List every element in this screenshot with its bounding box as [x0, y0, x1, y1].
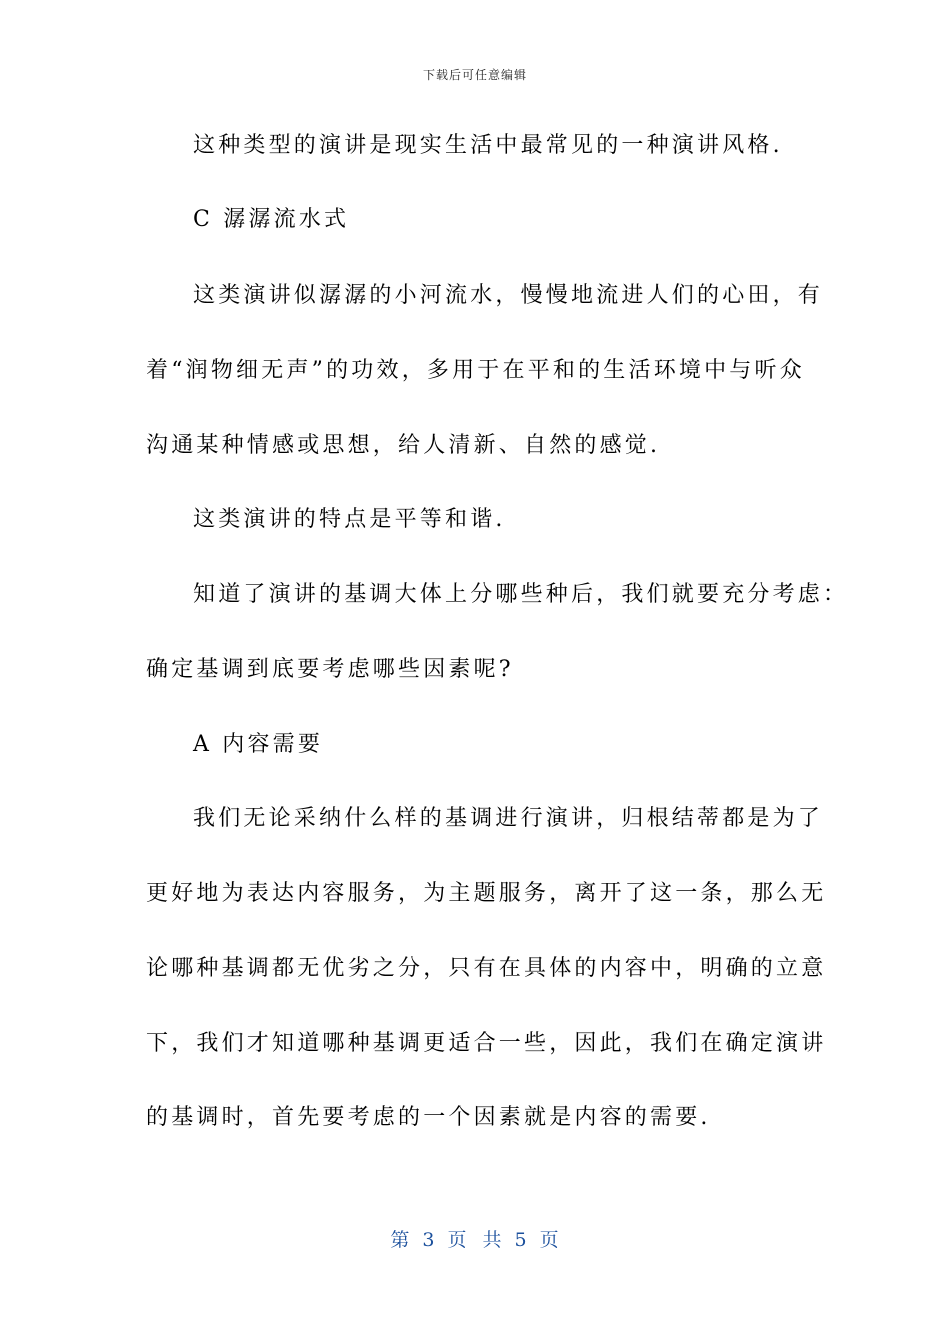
footer-mid: 页 共: [447, 1229, 503, 1251]
footer-prefix: 第: [390, 1229, 411, 1251]
paragraph-line: 更好地为表达内容服务，为主题服务，离开了这一条，那么无: [146, 881, 827, 906]
page-footer: [0, 1225, 950, 1252]
paragraph-line: 这种类型的演讲是现实生活中最常见的一种演讲风格.: [193, 133, 783, 158]
paragraph-line: 论哪种基调都无优劣之分，只有在具体的内容中，明确的立意: [146, 956, 827, 981]
paragraph-line: 这类演讲的特点是平等和谐.: [193, 507, 506, 532]
paragraph-line: 知道了演讲的基调大体上分哪些种后，我们就要充分考虑：: [193, 582, 849, 607]
section-heading: A 内容需要: [193, 732, 324, 757]
paragraph-line: 这类演讲似潺潺的小河流水，慢慢地流进人们的心田，有: [193, 283, 824, 308]
section-heading: C 潺潺流水式: [193, 207, 350, 232]
paragraph-line: 下，我们才知道哪种基调更适合一些，因此，我们在确定演讲: [146, 1031, 827, 1056]
total-pages-number: 5: [514, 1229, 528, 1251]
paragraph-line: 我们无论采纳什么样的基调进行演讲，归根结蒂都是为了: [193, 806, 824, 831]
paragraph-line: 沟通某种情感或思想，给人清新、自然的感觉.: [146, 433, 661, 458]
current-page-number: 3: [422, 1229, 436, 1251]
footer-suffix: 页: [539, 1229, 560, 1251]
paragraph-line: 着“润物细无声”的功效，多用于在平和的生活环境中与听众: [146, 358, 805, 383]
paragraph-line: 的基调时，首先要考虑的一个因素就是内容的需要.: [146, 1105, 711, 1130]
paragraph-line: 确定基调到底要考虑哪些因素呢?: [146, 657, 514, 682]
page-header: 下载后可任意编辑: [422, 68, 527, 82]
